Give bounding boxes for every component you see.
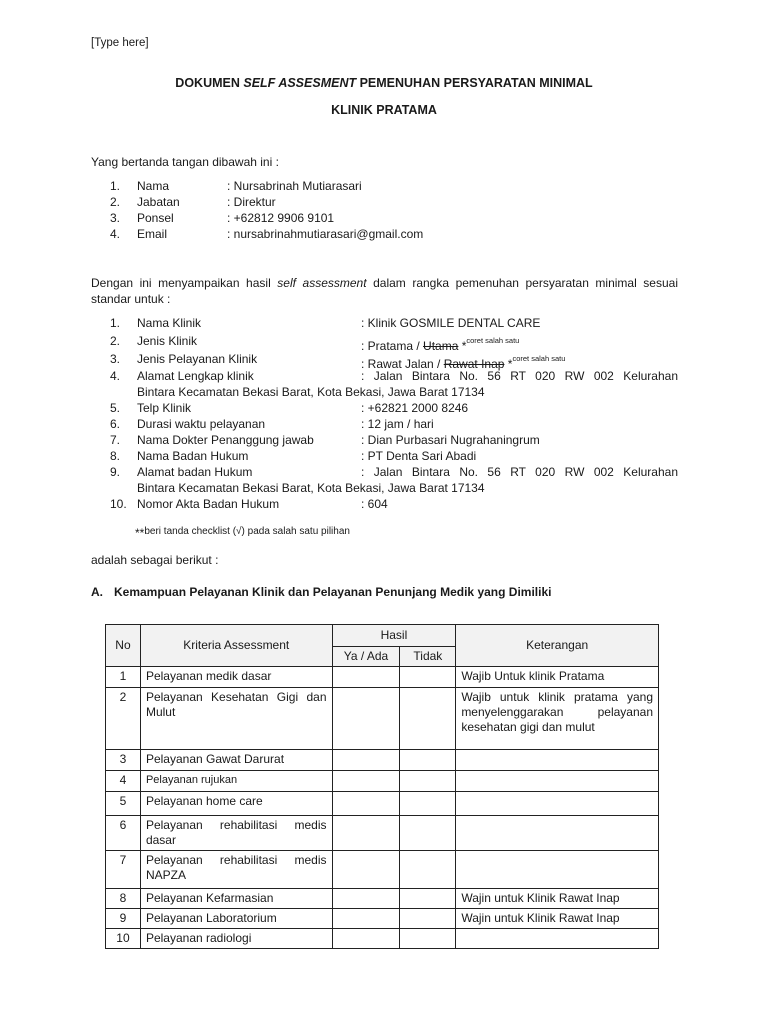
signer-value: : +62812 9906 9101 bbox=[227, 211, 335, 225]
intro-text: Yang bertanda tangan dibawah ini : bbox=[91, 155, 279, 169]
clinic-row-alamat bbox=[110, 368, 678, 400]
checklist-footnote bbox=[135, 526, 350, 540]
tidak-cell[interactable] bbox=[400, 771, 456, 792]
following-text: adalah sebagai berikut : bbox=[91, 553, 219, 567]
row-number: 5 bbox=[106, 792, 141, 816]
ya-cell[interactable] bbox=[332, 667, 400, 688]
row-kriteria: Pelayanan rehabilitasi medis dasar bbox=[140, 816, 332, 851]
clinic-row-dokter bbox=[110, 432, 678, 448]
clinic-value-continued: Bintara Kecamatan Bekasi Barat, Kota Bekasi, Jawa Barat 17134 bbox=[137, 481, 485, 495]
clinic-info-list bbox=[110, 315, 678, 512]
row-keterangan bbox=[456, 816, 659, 851]
table-row bbox=[106, 889, 659, 909]
tidak-cell[interactable] bbox=[400, 688, 456, 750]
clinic-label: Durasi waktu pelayanan bbox=[137, 417, 266, 431]
list-number: 8. bbox=[110, 449, 121, 463]
title-italic: SELF ASSESMENT bbox=[243, 76, 357, 90]
value-marker: * bbox=[458, 339, 467, 353]
signer-value: : nursabrinahmutiarasari@gmail.com bbox=[227, 227, 424, 241]
row-keterangan: Wajin untuk Klinik Rawat Inap bbox=[456, 909, 659, 929]
row-keterangan bbox=[456, 771, 659, 792]
table-row bbox=[106, 750, 659, 771]
tidak-cell[interactable] bbox=[400, 889, 456, 909]
clinic-row-badan-hukum bbox=[110, 448, 678, 464]
statement-paragraph bbox=[91, 275, 678, 307]
row-kriteria: Pelayanan rujukan bbox=[140, 771, 332, 792]
clinic-value: : 604 bbox=[361, 497, 388, 511]
section-a-heading bbox=[91, 585, 551, 599]
ya-cell[interactable] bbox=[332, 750, 400, 771]
clinic-row-jenis bbox=[110, 333, 678, 351]
clinic-value: : Jalan Bintara No. 56 RT 020 RW 002 Kelurahan bbox=[361, 465, 678, 479]
row-keterangan: Wajib Untuk klinik Pratama bbox=[456, 667, 659, 688]
footnote-marker: coret salah satu bbox=[512, 354, 566, 363]
ya-cell[interactable] bbox=[332, 771, 400, 792]
signer-row-nama bbox=[110, 178, 670, 194]
clinic-row-alamat-badan bbox=[110, 464, 678, 496]
row-number: 3 bbox=[106, 750, 141, 771]
clinic-row-nama bbox=[110, 315, 678, 333]
table-row bbox=[106, 771, 659, 792]
table-row bbox=[106, 792, 659, 816]
paragraph-before: Dengan ini menyampaikan hasil bbox=[91, 276, 278, 290]
row-keterangan bbox=[456, 851, 659, 889]
clinic-value-continued: Bintara Kecamatan Bekasi Barat, Kota Bekasi, Jawa Barat 17134 bbox=[137, 385, 485, 399]
ya-cell[interactable] bbox=[332, 851, 400, 889]
tidak-cell[interactable] bbox=[400, 929, 456, 949]
signer-value: : Nursabrinah Mutiarasari bbox=[227, 179, 362, 193]
row-number: 2 bbox=[106, 688, 141, 750]
document-title bbox=[0, 76, 768, 90]
signer-label: Jabatan bbox=[137, 195, 180, 209]
list-number: 10. bbox=[110, 497, 127, 511]
row-number: 8 bbox=[106, 889, 141, 909]
clinic-label: Alamat badan Hukum bbox=[137, 465, 253, 479]
header-tidak: Tidak bbox=[400, 647, 456, 667]
clinic-value: : Dian Purbasari Nugrahaningrum bbox=[361, 433, 540, 447]
header-ya: Ya / Ada bbox=[332, 647, 400, 667]
paragraph-italic: self assessment bbox=[277, 276, 367, 290]
ya-cell[interactable] bbox=[332, 792, 400, 816]
clinic-row-pelayanan bbox=[110, 351, 678, 371]
assessment-table bbox=[105, 624, 659, 949]
clinic-value: : PT Denta Sari Abadi bbox=[361, 449, 477, 463]
clinic-row-durasi bbox=[110, 416, 678, 432]
struck-option: Utama bbox=[423, 339, 459, 353]
signer-label: Ponsel bbox=[137, 211, 174, 225]
clinic-label: Nomor Akta Badan Hukum bbox=[137, 497, 280, 511]
row-keterangan: Wajin untuk Klinik Rawat Inap bbox=[456, 889, 659, 909]
signer-row-ponsel bbox=[110, 210, 670, 226]
tidak-cell[interactable] bbox=[400, 750, 456, 771]
ya-cell[interactable] bbox=[332, 688, 400, 750]
clinic-value: : Klinik GOSMILE DENTAL CARE bbox=[361, 316, 541, 330]
header-hasil: Hasil bbox=[332, 625, 456, 647]
header-kriteria: Kriteria Assessment bbox=[140, 625, 332, 667]
ya-cell[interactable] bbox=[332, 889, 400, 909]
row-kriteria: Pelayanan radiologi bbox=[140, 929, 332, 949]
list-number: 7. bbox=[110, 433, 121, 447]
list-number: 1. bbox=[110, 179, 121, 193]
list-number: 1. bbox=[110, 316, 121, 330]
value-text: : Pratama / bbox=[361, 339, 424, 353]
list-number: 4. bbox=[110, 369, 121, 383]
header-no: No bbox=[106, 625, 141, 667]
title-part3: PEMENUHAN PERSYARATAN MINIMAL bbox=[356, 76, 593, 90]
value-marker: * bbox=[504, 357, 513, 371]
ya-cell[interactable] bbox=[332, 909, 400, 929]
tidak-cell[interactable] bbox=[400, 909, 456, 929]
row-kriteria: Pelayanan Gawat Darurat bbox=[140, 750, 332, 771]
list-number: 3. bbox=[110, 352, 121, 366]
paragraph-after: dalam rangka pemenuhan persyaratan minimal sesuai standar untuk : bbox=[91, 276, 678, 306]
tidak-cell[interactable] bbox=[400, 816, 456, 851]
header-note: [Type here] bbox=[91, 37, 149, 49]
row-kriteria: Pelayanan Kesehatan Gigi dan Mulut bbox=[140, 688, 332, 750]
list-number: 2. bbox=[110, 195, 121, 209]
clinic-label: Nama Badan Hukum bbox=[137, 449, 249, 463]
clinic-label: Jenis Pelayanan Klinik bbox=[137, 352, 258, 366]
signer-row-jabatan bbox=[110, 194, 670, 210]
signer-row-email bbox=[110, 226, 670, 242]
list-number: 2. bbox=[110, 334, 121, 348]
row-number: 10 bbox=[106, 929, 141, 949]
row-number: 9 bbox=[106, 909, 141, 929]
list-number: 9. bbox=[110, 465, 121, 479]
table-row bbox=[106, 909, 659, 929]
row-kriteria: Pelayanan home care bbox=[140, 792, 332, 816]
footnote-marker: coret salah satu bbox=[466, 336, 520, 345]
list-number: 5. bbox=[110, 401, 121, 415]
footnote-stars: ** bbox=[135, 526, 145, 540]
row-keterangan bbox=[456, 929, 659, 949]
row-keterangan bbox=[456, 750, 659, 771]
list-number: 4. bbox=[110, 227, 121, 241]
section-letter: A. bbox=[91, 585, 103, 599]
clinic-label: Telp Klinik bbox=[137, 401, 192, 415]
signer-value: : Direktur bbox=[227, 195, 276, 209]
list-number: 6. bbox=[110, 417, 121, 431]
clinic-row-akta bbox=[110, 496, 678, 512]
list-number: 3. bbox=[110, 211, 121, 225]
clinic-value: : Jalan Bintara No. 56 RT 020 RW 002 Kelurahan bbox=[361, 369, 678, 383]
clinic-row-telp bbox=[110, 400, 678, 416]
table-row bbox=[106, 667, 659, 688]
value-text: : Rawat Jalan / bbox=[361, 357, 444, 371]
clinic-value: : 12 jam / hari bbox=[361, 417, 434, 431]
document-subtitle: KLINIK PRATAMA bbox=[331, 103, 437, 117]
table-row bbox=[106, 688, 659, 750]
struck-option: Rawat Inap bbox=[443, 357, 505, 371]
clinic-label: Nama Dokter Penanggung jawab bbox=[137, 433, 314, 447]
row-number: 4 bbox=[106, 771, 141, 792]
clinic-label: Nama Klinik bbox=[137, 316, 202, 330]
row-kriteria: Pelayanan rehabilitasi medis NAPZA bbox=[140, 851, 332, 889]
row-keterangan bbox=[456, 792, 659, 816]
tidak-cell[interactable] bbox=[400, 667, 456, 688]
row-kriteria: Pelayanan Kefarmasian bbox=[140, 889, 332, 909]
signer-label: Email bbox=[137, 227, 168, 241]
tidak-cell[interactable] bbox=[400, 792, 456, 816]
row-kriteria: Pelayanan medik dasar bbox=[140, 667, 332, 688]
table-row bbox=[106, 929, 659, 949]
row-kriteria: Pelayanan Laboratorium bbox=[140, 909, 332, 929]
table-row bbox=[106, 816, 659, 851]
signer-label: Nama bbox=[137, 179, 170, 193]
row-keterangan: Wajib untuk klinik pratama yang menyelenggarakan pelayanan kesehatan gigi dan mulut bbox=[456, 688, 659, 750]
title-part1: DOKUMEN bbox=[175, 76, 244, 90]
ya-cell[interactable] bbox=[332, 816, 400, 851]
row-number: 1 bbox=[106, 667, 141, 688]
ya-cell[interactable] bbox=[332, 929, 400, 949]
row-number: 7 bbox=[106, 851, 141, 889]
footnote-text: beri tanda checklist (√) pada salah satu pilihan bbox=[144, 526, 350, 537]
clinic-label: Jenis Klinik bbox=[137, 334, 198, 348]
tidak-cell[interactable] bbox=[400, 851, 456, 889]
section-title: Kemampuan Pelayanan Klinik dan Pelayanan Penunjang Medik yang Dimiliki bbox=[114, 585, 552, 599]
clinic-value: : +62821 2000 8246 bbox=[361, 401, 469, 415]
clinic-label: Alamat Lengkap klinik bbox=[137, 369, 254, 383]
header-keterangan: Keterangan bbox=[456, 625, 659, 667]
table-row bbox=[106, 851, 659, 889]
signer-list bbox=[110, 178, 670, 242]
row-number: 6 bbox=[106, 816, 141, 851]
